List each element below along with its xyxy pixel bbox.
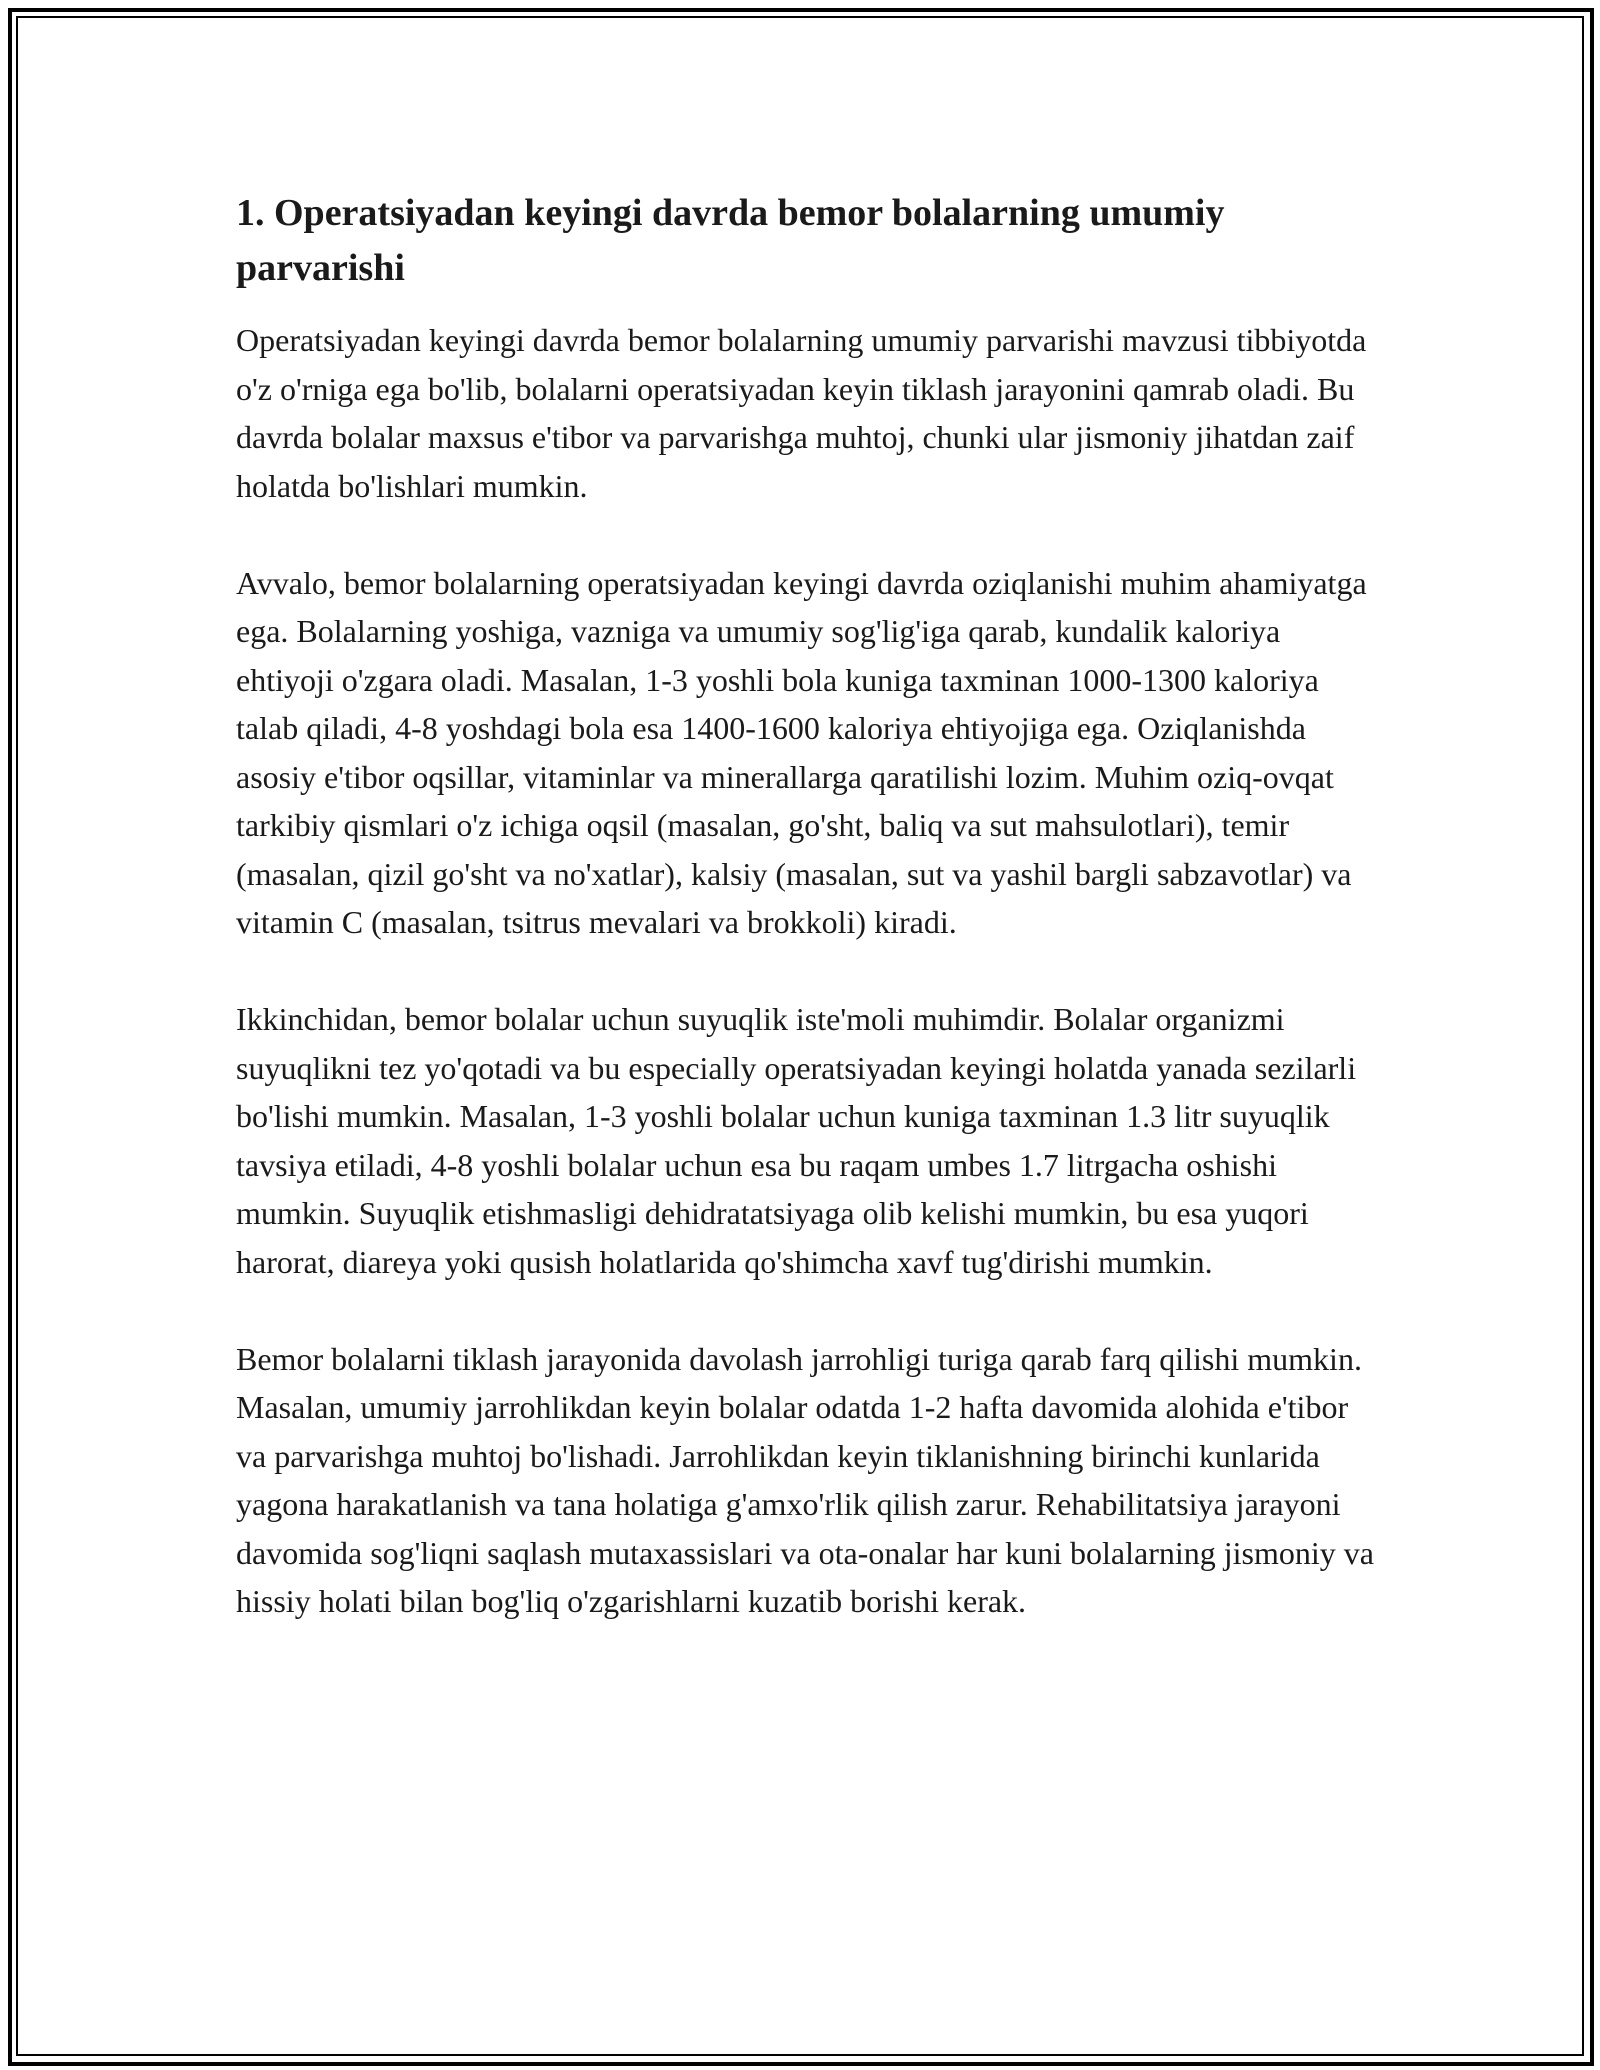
- paragraph-intro: Operatsiyadan keyingi davrda bemor bolalarning umumiy parvarishi mavzusi tibbiyotda o'z o'rniga ega bo'lib, bolalarni operatsiyadan keyin tiklash jarayonini qamrab oladi. Bu davrda bolalar maxsus e'tibor va parvarishga muhtoj, chunki ular jismoniy jihatdan zaif holatda bo'lishlari mumkin.: [236, 322, 1367, 504]
- section-title: 1. Operatsiyadan keyingi davrda bemor bolalarning umumiy parvarishi: [236, 192, 1225, 289]
- paragraph-fluids: Ikkinchidan, bemor bolalar uchun suyuqlik iste'moli muhimdir. Bolalar organizmi suyuqlikni tez yo'qotadi va bu especially operatsiyadan keyingi holatda yanada sezilarli bo'lishi mumkin. Masalan, 1-3 yoshli bolalar uchun kuniga taxminan 1.3 litr suyuqlik tavsiya etiladi, 4-8 yoshli bolalar uchun esa bu raqam umbes 1.7 litrgacha oshishi mumkin. Suyuqlik etishmasligi dehidratatsiyaga olib kelishi mumkin, bu esa yuqori harorat, diareya yoki qusish holatlarida qo'shimcha xavf tug'dirishi mumkin.: [236, 1001, 1357, 1280]
- paragraph-recovery: Bemor bolalarni tiklash jarayonida davolash jarrohligi turiga qarab farq qilishi mumkin. Masalan, umumiy jarrohlikdan keyin bolalar odatda 1-2 hafta davomida alohida e'tibor va parvarishga muhtoj bo'lishadi. Jarrohlikdan keyin tiklanishning birinchi kunlarida yagona harakatlanish va tana holatiga g'amxo'rlik qilish zarur. Rehabilitatsiya jarayoni davomida sog'liqni saqlash mutaxassislari va ota-onalar har kuni bolalarning jismoniy va hissiy holati bilan bog'liq o'zgarishlarni kuzatib borishi kerak.: [236, 1340, 1374, 1619]
- paragraph-nutrition: Avvalo, bemor bolalarning operatsiyadan keyingi davrda oziqlanishi muhim ahamiyatga ega. Bolalarning yoshiga, vazniga va umumiy sog'lig'iga qarab, kundalik kaloriya ehtiyoji o'zgara oladi. Masalan, 1-3 yoshli bola kuniga taxminan 1000-1300 kaloriya talab qiladi, 4-8 yoshdagi bola esa 1400-1600 kaloriya ehtiyojiga ega. Oziqlanishda asosiy e'tibor oqsillar, vitaminlar va minerallarga qaratilishi lozim. Muhim oziq-ovqat tarkibiy qismlari o'z ichiga oqsil (masalan, go'sht, baliq va sut mahsulotlari), temir (masalan, qizil go'sht va no'xatlar), kalsiy (masalan, sut va yashil bargli sabzavotlar) va vitamin C (masalan, tsitrus mevalari va brokkoli) kiradi.: [236, 564, 1367, 940]
- document-body: [236, 186, 1376, 1674]
